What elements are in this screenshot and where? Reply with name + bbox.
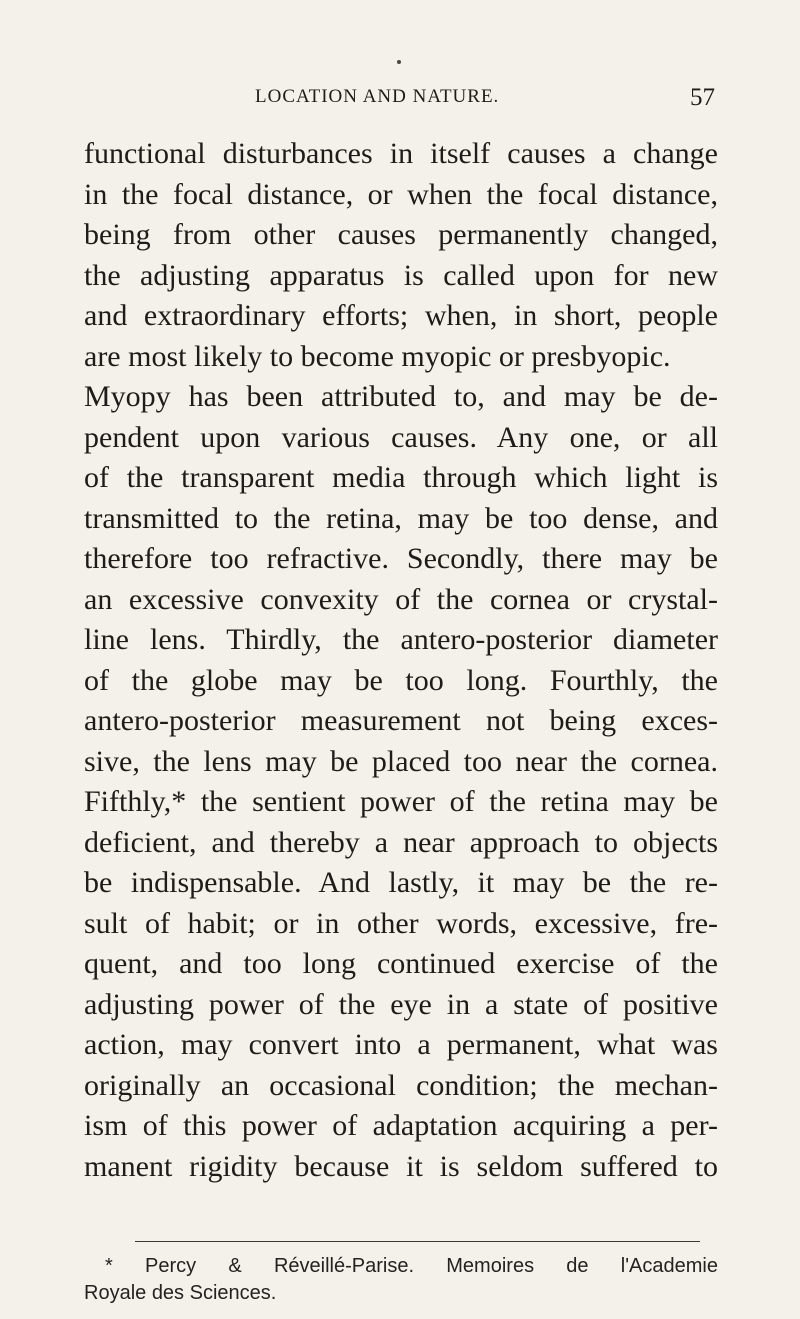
text-line: ism of this power of adaptation acquiring a per-: [84, 1109, 718, 1142]
text-line: are most likely to become myopic or presbyopic.: [84, 339, 671, 373]
text-line: of the transparent media through which light is: [84, 461, 718, 494]
text-line: the adjusting apparatus is called upon for new: [84, 258, 718, 292]
text-line: manent rigidity because it is seldom suffered to: [84, 1149, 718, 1183]
text-line: Myopy has been attributed to, and may be de-: [84, 380, 718, 413]
text-line: pendent upon various causes. Any one, or all: [84, 420, 718, 454]
text-line: quent, and too long continued exercise of the: [84, 947, 718, 980]
text-line: and extraordinary efforts; when, in short, people: [84, 299, 718, 332]
text-line: therefore too refractive. Secondly, there may be: [84, 542, 718, 575]
footnote: [84, 1253, 718, 1307]
text-line: in the focal distance, or when the focal distance,: [84, 177, 718, 211]
footnote-line: Royale des Sciences.: [84, 1282, 277, 1304]
footnote-rule: [135, 1241, 700, 1242]
text-line: being from other causes permanently changed,: [84, 218, 718, 251]
text-line: line lens. Thirdly, the antero-posterior diameter: [84, 623, 718, 656]
text-line: sive, the lens may be placed too near the cornea.: [84, 744, 718, 778]
text-line: adjusting power of the eye in a state of positive: [84, 987, 718, 1021]
text-line: be indispensable. And lastly, it may be the re-: [84, 866, 718, 899]
text-line: Fifthly,* the sentient power of the retina may be: [84, 785, 718, 818]
text-line: an excessive convexity of the cornea or crystal-: [84, 582, 718, 616]
page-header: [255, 86, 715, 116]
printer-dot: [397, 60, 401, 64]
text-line: of the globe may be too long. Fourthly, the: [84, 663, 718, 697]
text-line: deficient, and thereby a near approach to objects: [84, 825, 718, 859]
page-number: 57: [690, 84, 715, 111]
footnote-line: * Percy & Réveillé-Parise. Memoires de l'Academie: [105, 1255, 718, 1277]
text-line: transmitted to the retina, may be too dense, and: [84, 501, 718, 535]
text-line: antero-posterior measurement not being exces-: [84, 704, 718, 737]
text-line: functional disturbances in itself causes a change: [84, 137, 718, 170]
text-line: originally an occasional condition; the mechan-: [84, 1068, 718, 1102]
body-text: [84, 134, 718, 1187]
text-line: action, may convert into a permanent, what was: [84, 1028, 718, 1061]
running-title: LOCATION AND NATURE.: [255, 86, 500, 107]
text-line: sult of habit; or in other words, excessive, fre-: [84, 906, 718, 940]
